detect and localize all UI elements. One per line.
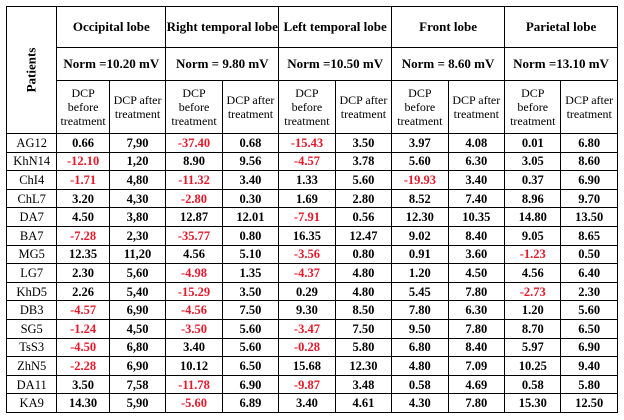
dcp-after-cell: 8.40 <box>448 338 504 357</box>
dcp-after-cell: 10.35 <box>448 208 504 227</box>
subheader-row <box>7 81 618 134</box>
dcp-after-cell: 2.30 <box>561 282 618 301</box>
dcp-before-cell: 5.60 <box>392 152 448 171</box>
dcp-before-cell: 0.58 <box>392 375 448 394</box>
dcp-after-cell: 4,50 <box>109 319 165 338</box>
dcp-before-cell: 9.05 <box>505 226 561 245</box>
dcp-before-cell: 14.80 <box>505 208 561 227</box>
dcp-after-cell: 6.50 <box>222 357 278 376</box>
dcp-before-cell: -4.57 <box>57 301 109 320</box>
table-row <box>7 301 618 320</box>
dcp-before-cell: 3.40 <box>166 338 222 357</box>
norm-value: Norm =10.50 mV <box>279 48 392 81</box>
dcp-after-cell: 5.60 <box>561 301 618 320</box>
patient-id: TsS3 <box>7 338 57 357</box>
dcp-before-cell: 0.66 <box>57 134 109 153</box>
table-row <box>7 394 618 413</box>
dcp-before-cell: 15.30 <box>505 394 561 413</box>
dcp-after-cell: 9.70 <box>561 189 618 208</box>
dcp-after-cell: 6.40 <box>561 264 618 283</box>
dcp-before-cell: 3.05 <box>505 152 561 171</box>
dcp-after-cell: 3,80 <box>109 208 165 227</box>
dcp-after-cell: 2.80 <box>335 189 391 208</box>
dcp-before-cell: 3.40 <box>279 394 335 413</box>
dcp-before-cell: 8.52 <box>392 189 448 208</box>
dcp-before-cell: 9.50 <box>392 319 448 338</box>
dcp-after-cell: 7,58 <box>109 375 165 394</box>
norm-row <box>7 48 618 81</box>
patient-id: DB3 <box>7 301 57 320</box>
dcp-after-cell: 0.30 <box>222 189 278 208</box>
dcp-after-cell: 4.50 <box>448 264 504 283</box>
dcp-before-cell: 2.26 <box>57 282 109 301</box>
table-row <box>7 245 618 264</box>
dcp-before-cell: 7.80 <box>392 301 448 320</box>
dcp-after-cell: 12.47 <box>335 226 391 245</box>
dcp-before-header: DCP before treatment <box>392 81 448 134</box>
lobe-header: Parietal lobe <box>505 7 618 48</box>
lobe-header: Left temporal lobe <box>279 7 392 48</box>
dcp-after-cell: 2,30 <box>109 226 165 245</box>
dcp-after-cell: 9.40 <box>561 357 618 376</box>
patient-id: MG5 <box>7 245 57 264</box>
dcp-after-cell: 8.65 <box>561 226 618 245</box>
dcp-after-cell: 3.50 <box>222 282 278 301</box>
norm-value: Norm =10.20 mV <box>57 48 166 81</box>
dcp-after-cell: 5.10 <box>222 245 278 264</box>
dcp-before-cell: 1.20 <box>392 264 448 283</box>
dcp-after-cell: 7.80 <box>448 282 504 301</box>
dcp-before-cell: 3.20 <box>57 189 109 208</box>
dcp-before-cell: 0.37 <box>505 171 561 190</box>
dcp-after-cell: 6.90 <box>561 171 618 190</box>
dcp-after-cell: 8.50 <box>335 301 391 320</box>
dcp-after-cell: 7.50 <box>222 301 278 320</box>
patient-id: SG5 <box>7 319 57 338</box>
dcp-after-cell: 8.60 <box>561 152 618 171</box>
dcp-before-cell: -7.91 <box>279 208 335 227</box>
table-body <box>7 134 618 413</box>
table-row <box>7 226 618 245</box>
dcp-before-cell: 6.80 <box>392 338 448 357</box>
dcp-after-cell: 0.56 <box>335 208 391 227</box>
dcp-after-cell: 12.50 <box>561 394 618 413</box>
table-row <box>7 152 618 171</box>
dcp-before-cell: -4.56 <box>166 301 222 320</box>
patient-id: KhD5 <box>7 282 57 301</box>
table-row <box>7 208 618 227</box>
dcp-after-cell: 4,30 <box>109 189 165 208</box>
dcp-after-cell: 7,90 <box>109 134 165 153</box>
dcp-after-cell: 1.35 <box>222 264 278 283</box>
dcp-before-cell: 1.33 <box>279 171 335 190</box>
dcp-after-cell: 7.80 <box>448 394 504 413</box>
dcp-after-cell: 3.78 <box>335 152 391 171</box>
dcp-after-cell: 6,90 <box>109 301 165 320</box>
dcp-after-cell: 6.90 <box>222 375 278 394</box>
dcp-after-cell: 6,90 <box>109 357 165 376</box>
table-row <box>7 319 618 338</box>
dcp-after-cell: 5,40 <box>109 282 165 301</box>
patient-id: ZhN5 <box>7 357 57 376</box>
dcp-after-header: DCP after treatment <box>335 81 391 134</box>
dcp-after-cell: 12.01 <box>222 208 278 227</box>
dcp-after-cell: 3.50 <box>335 134 391 153</box>
dcp-after-cell: 3.60 <box>448 245 504 264</box>
table-row <box>7 189 618 208</box>
dcp-after-cell: 4.80 <box>335 264 391 283</box>
dcp-before-cell: -3.56 <box>279 245 335 264</box>
dcp-before-cell: 4.50 <box>57 208 109 227</box>
dcp-before-cell: 0.91 <box>392 245 448 264</box>
dcp-before-cell: 10.25 <box>505 357 561 376</box>
dcp-before-cell: 8.96 <box>505 189 561 208</box>
dcp-after-cell: 3.40 <box>222 171 278 190</box>
dcp-after-cell: 0.50 <box>561 245 618 264</box>
dcp-after-cell: 5.80 <box>335 338 391 357</box>
dcp-before-cell: -11.78 <box>166 375 222 394</box>
dcp-after-cell: 3.40 <box>448 171 504 190</box>
dcp-after-cell: 0.80 <box>335 245 391 264</box>
dcp-table <box>6 6 618 413</box>
table-row <box>7 357 618 376</box>
dcp-before-cell: 12.35 <box>57 245 109 264</box>
dcp-before-cell: 0.58 <box>505 375 561 394</box>
dcp-after-cell: 5.60 <box>335 171 391 190</box>
dcp-before-cell: -1.24 <box>57 319 109 338</box>
dcp-before-cell: -11.32 <box>166 171 222 190</box>
dcp-after-cell: 5,60 <box>109 264 165 283</box>
dcp-before-cell: 0.29 <box>279 282 335 301</box>
patient-id: LG7 <box>7 264 57 283</box>
dcp-before-cell: -4.50 <box>57 338 109 357</box>
dcp-before-cell: 5.97 <box>505 338 561 357</box>
dcp-before-cell: -35.77 <box>166 226 222 245</box>
dcp-after-cell: 7.40 <box>448 189 504 208</box>
dcp-after-cell: 4.08 <box>448 134 504 153</box>
dcp-before-cell: -1.23 <box>505 245 561 264</box>
lobe-header-row <box>7 7 618 48</box>
dcp-after-cell: 13.50 <box>561 208 618 227</box>
dcp-after-cell: 5.60 <box>222 319 278 338</box>
dcp-after-cell: 3.48 <box>335 375 391 394</box>
dcp-before-header: DCP before treatment <box>505 81 561 134</box>
dcp-after-cell: 11,20 <box>109 245 165 264</box>
dcp-after-cell: 12.30 <box>335 357 391 376</box>
patient-id: ChI4 <box>7 171 57 190</box>
dcp-before-cell: 15.68 <box>279 357 335 376</box>
patient-id: ChL7 <box>7 189 57 208</box>
dcp-before-cell: 10.12 <box>166 357 222 376</box>
dcp-before-cell: 5.45 <box>392 282 448 301</box>
dcp-before-cell: 9.30 <box>279 301 335 320</box>
dcp-after-cell: 6.50 <box>561 319 618 338</box>
dcp-before-cell: -19.93 <box>392 171 448 190</box>
lobe-header: Occipital lobe <box>57 7 166 48</box>
table-row <box>7 134 618 153</box>
dcp-after-cell: 4.69 <box>448 375 504 394</box>
dcp-after-cell: 5,90 <box>109 394 165 413</box>
patient-id: BA7 <box>7 226 57 245</box>
dcp-before-cell: 3.97 <box>392 134 448 153</box>
dcp-after-cell: 6.89 <box>222 394 278 413</box>
dcp-after-cell: 5.60 <box>222 338 278 357</box>
dcp-before-cell: -5.60 <box>166 394 222 413</box>
patient-id: KA9 <box>7 394 57 413</box>
dcp-after-header: DCP after treatment <box>561 81 618 134</box>
dcp-before-cell: 4.56 <box>505 264 561 283</box>
lobe-header: Right temporal lobe <box>166 7 279 48</box>
dcp-before-cell: 1.20 <box>505 301 561 320</box>
patient-id: AG12 <box>7 134 57 153</box>
patient-id: DA11 <box>7 375 57 394</box>
dcp-before-header: DCP before treatment <box>279 81 335 134</box>
table-row <box>7 375 618 394</box>
dcp-before-cell: -15.43 <box>279 134 335 153</box>
dcp-before-cell: -3.50 <box>166 319 222 338</box>
dcp-before-cell: 0.01 <box>505 134 561 153</box>
dcp-after-header: DCP after treatment <box>109 81 165 134</box>
table-row <box>7 282 618 301</box>
dcp-before-header: DCP before treatment <box>166 81 222 134</box>
table-row <box>7 171 618 190</box>
dcp-before-cell: 4.56 <box>166 245 222 264</box>
dcp-after-cell: 6.90 <box>561 338 618 357</box>
dcp-before-cell: 9.02 <box>392 226 448 245</box>
norm-value: Norm = 9.80 mV <box>166 48 279 81</box>
norm-value: Norm =13.10 mV <box>505 48 618 81</box>
dcp-after-cell: 6.30 <box>448 301 504 320</box>
dcp-before-cell: -9.87 <box>279 375 335 394</box>
dcp-after-cell: 7.80 <box>448 319 504 338</box>
dcp-before-cell: 4.80 <box>392 357 448 376</box>
dcp-before-cell: -2.28 <box>57 357 109 376</box>
dcp-after-cell: 4,80 <box>109 171 165 190</box>
dcp-before-cell: 8.70 <box>505 319 561 338</box>
dcp-after-header: DCP after treatment <box>222 81 278 134</box>
norm-value: Norm = 8.60 mV <box>392 48 505 81</box>
dcp-before-cell: -37.40 <box>166 134 222 153</box>
dcp-before-cell: 1.69 <box>279 189 335 208</box>
dcp-before-cell: 16.35 <box>279 226 335 245</box>
patient-id: DA7 <box>7 208 57 227</box>
dcp-before-cell: -0.28 <box>279 338 335 357</box>
dcp-after-cell: 4.61 <box>335 394 391 413</box>
dcp-after-cell: 7.50 <box>335 319 391 338</box>
dcp-before-cell: -15.29 <box>166 282 222 301</box>
dcp-after-cell: 6.30 <box>448 152 504 171</box>
dcp-before-cell: -12.10 <box>57 152 109 171</box>
dcp-after-cell: 1,20 <box>109 152 165 171</box>
dcp-after-cell: 5.80 <box>561 375 618 394</box>
dcp-before-cell: -1.71 <box>57 171 109 190</box>
dcp-before-cell: 4.30 <box>392 394 448 413</box>
dcp-before-cell: -2.73 <box>505 282 561 301</box>
dcp-after-cell: 6.80 <box>561 134 618 153</box>
table-row <box>7 264 618 283</box>
dcp-after-cell: 8.40 <box>448 226 504 245</box>
dcp-before-cell: -3.47 <box>279 319 335 338</box>
dcp-before-cell: -4.37 <box>279 264 335 283</box>
dcp-after-cell: 6,80 <box>109 338 165 357</box>
dcp-before-cell: -7.28 <box>57 226 109 245</box>
dcp-after-cell: 0.80 <box>222 226 278 245</box>
dcp-before-cell: -4.98 <box>166 264 222 283</box>
dcp-before-cell: 12.87 <box>166 208 222 227</box>
dcp-before-cell: 14.30 <box>57 394 109 413</box>
dcp-before-cell: -4.57 <box>279 152 335 171</box>
lobe-header: Front lobe <box>392 7 505 48</box>
patients-header: Patients <box>7 7 57 134</box>
dcp-before-header: DCP before treatment <box>57 81 109 134</box>
dcp-after-cell: 9.56 <box>222 152 278 171</box>
dcp-after-header: DCP after treatment <box>448 81 504 134</box>
dcp-after-cell: 7.09 <box>448 357 504 376</box>
dcp-before-cell: 8.90 <box>166 152 222 171</box>
dcp-before-cell: 12.30 <box>392 208 448 227</box>
table-row <box>7 338 618 357</box>
patient-id: KhN14 <box>7 152 57 171</box>
dcp-after-cell: 0.68 <box>222 134 278 153</box>
dcp-before-cell: 2.30 <box>57 264 109 283</box>
dcp-before-cell: 3.50 <box>57 375 109 394</box>
dcp-before-cell: -2.80 <box>166 189 222 208</box>
dcp-after-cell: 4.80 <box>335 282 391 301</box>
